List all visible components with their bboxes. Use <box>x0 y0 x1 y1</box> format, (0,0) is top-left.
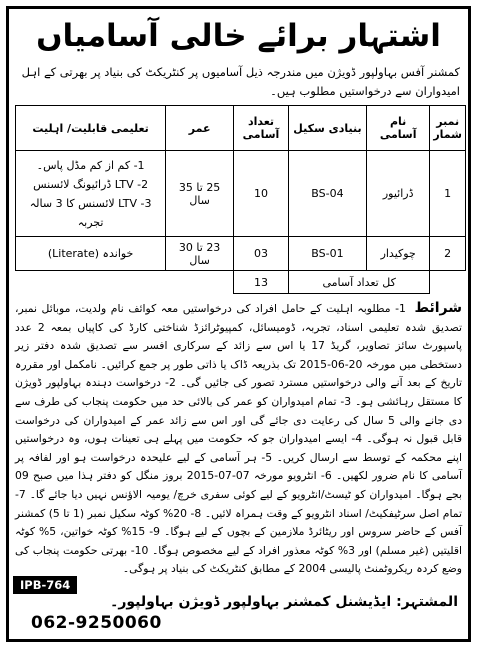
conditions-section <box>15 299 462 576</box>
row-serial: 2 <box>430 237 466 271</box>
empty-cell <box>430 271 466 294</box>
empty-cell <box>16 271 234 294</box>
qualification-line: خواندہ (Literate) <box>47 247 134 260</box>
conditions-heading: شرائط <box>414 300 462 316</box>
header-scale: بنیادی سکیل <box>288 106 366 151</box>
row-post: چوکیدار <box>366 237 429 271</box>
row-scale: BS-01 <box>288 237 366 271</box>
phone-number: 062-9250060 <box>31 613 162 633</box>
row-qualification <box>16 151 166 237</box>
table-header-row <box>16 106 466 151</box>
conditions-text: 1- مطلوبہ اہلیت کے حامل افراد کی درخواستیں معہ کوائف نام ولدیت، موبائل نمبر، تصدیق شدہ تعلیمی اسناد، تجربہ، ڈومیسائل، کمپیوٹرائزڈ شناختی کارڈ کی کاپیاں بمعہ 2 عدد پاسپورٹ سائز تصاویر، گریڈ 17 یا اس سے زائد کے سرکاری افسر سے تصدیق شدہ دفتر زیر دستخطی میں مورخہ 20-06-2015 تک بذریعہ ڈاک یا ذاتی طور پر جمع کرائیں۔ نامکمل اور مقررہ تاریخ کے بعد آنے والی درخواستیں مسترد تصور کی جائیں گی۔ 2- درخواست دہندہ بہاولپور ڈویژن کا مستقل رہائشی ہو۔ 3- تمام امیدواران کو عمر کی بالائی حد میں حکومت پنجاب کی طرف سے دی جانے والی 5 سال کی رعایت دی جائے گی اور اس سے زائد عمر کے امیدواران کی درخواست قابل قبول نہ ہوگی۔ 4- ایسے امیدواران جو کہ حکومت میں پہلے ہی تعینات ہوں، وہ درخواستیں اپنے محکمہ کے توسط سے ارسال کریں۔ 5- ہر آسامی کے لیے علیحدہ درخواست ہو اور لفافہ پر آسامی کا نام ضرور لکھیں۔ 6- انٹرویو مورخہ 07-07-2015 بروز منگل کو دفتر ہذا میں صبح 09 بجے ہوگا۔ امیدواران کو ٹیسٹ/انٹرویو کے لیے کوئی سفری خرچ/ یومیہ الاؤنس نہیں دیا جائے گا۔ 7- تمام اصل سرٹیفکیٹ/ اسناد انٹرویو کے وقت ہمراہ لائیں۔ 8- 20% کوٹہ سکیل نمبر (1 تا 5) کمشنر آفس کے حاضر سروس اور ریٹائرڈ ملازمین کے بچوں کے لیے ہوگا۔ 9- 15% کوٹہ خواتین، 5% کوٹہ اقلیتیں (غیر مسلم) اور 3% کوٹہ معذور افراد کے لیے مخصوص ہوگا۔ 10- بھرتی حکومت پنجاب کی وضع کردہ ریکروٹمنٹ پالیسی 2004 کے مطابق کنٹریکٹ کی بنیاد پر ہوگی۔ <box>15 302 462 576</box>
advertiser-line: المشتہر: ایڈیشنل کمشنر بہاولپور ڈویژن بہاولپور۔ <box>110 594 458 610</box>
total-value: 13 <box>234 271 289 294</box>
total-row <box>16 271 466 294</box>
table-row <box>16 237 466 271</box>
row-serial: 1 <box>430 151 466 237</box>
qualification-line: 3- LTV لائسنس کا 3 سالہ تجربہ <box>29 196 152 229</box>
row-qty: 10 <box>234 151 289 237</box>
table-row <box>16 151 466 237</box>
qualification-line: 2- LTV ڈرائیونگ لائسنس <box>33 177 149 191</box>
intro-text: کمشنر آفس بہاولپور ڈویژن میں مندرجہ ذیل آسامیوں پر کنٹریکٹ کی بنیاد پر بھرتی کے اہل امیدواران سے درخواستیں مطلوب ہیں۔ <box>21 65 460 98</box>
row-scale: BS-04 <box>288 151 366 237</box>
row-post: ڈرائیور <box>366 151 429 237</box>
header-serial: نمبر شمار <box>430 106 466 151</box>
advertisement-page <box>6 6 471 642</box>
total-label: کل تعداد آسامی <box>288 271 429 294</box>
header-qualification: تعلیمی قابلیت/ اہلیت <box>16 106 166 151</box>
qualification-line: 1- کم از کم مڈل پاس۔ <box>36 158 145 172</box>
row-qty: 03 <box>234 237 289 271</box>
header-qty: تعداد آسامی <box>234 106 289 151</box>
header-age: عمر <box>166 106 234 151</box>
page-title: اشتہار برائے خالی آسامیاں <box>36 18 441 54</box>
row-qualification <box>16 237 166 271</box>
vacancies-table <box>15 105 466 294</box>
header-post: نام آسامی <box>366 106 429 151</box>
ipb-badge: IPB-764 <box>13 576 77 594</box>
row-age: 25 تا 35 سال <box>166 151 234 237</box>
row-age: 23 تا 30 سال <box>166 237 234 271</box>
